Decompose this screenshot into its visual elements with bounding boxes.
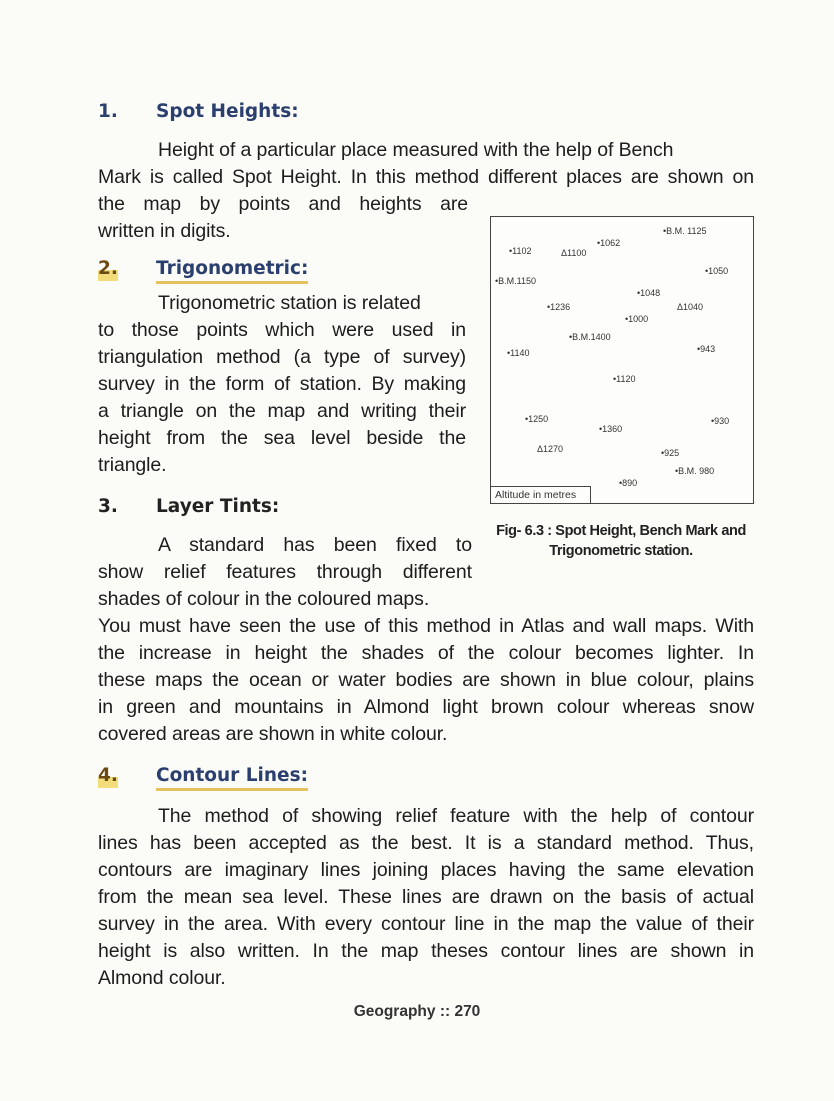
section-1-heading — [98, 100, 398, 126]
section-2-line-5: a triangle on the map and writing their — [98, 400, 466, 422]
section-4-line-6: height is also written. In the map theses contour lines are shown in — [98, 940, 754, 962]
section-3-heading — [98, 495, 398, 521]
figure-legend: Altitude in metres — [491, 486, 591, 503]
section-2-line-1: Trigonometric station is related — [158, 292, 421, 314]
section-4-line-1: The method of showing relief feature with the help of contour — [158, 805, 754, 827]
section-2-line-6: height from the sea level beside the — [98, 427, 466, 449]
section-1-line-1: Height of a particular place measured with the help of Bench — [158, 139, 674, 161]
section-4-line-7: Almond colour. — [98, 967, 226, 989]
section-4-number: 4. — [98, 765, 118, 786]
spot-height-label: Δ1040 — [677, 302, 704, 312]
spot-height-label: Δ1270 — [537, 444, 564, 454]
section-1-body — [98, 137, 754, 191]
section-3-line-6: these maps the ocean or water bodies are shown in blue colour, plains — [98, 669, 754, 691]
page-footer: Geography :: 270 — [353, 1003, 481, 1020]
spot-height-label: •890 — [619, 478, 638, 488]
section-2-number: 2. — [98, 258, 118, 279]
section-3-body-wide — [98, 613, 754, 748]
section-3-line-8: covered areas are shown in white colour. — [98, 723, 448, 745]
section-2-line-7: triangle. — [98, 454, 167, 476]
section-2-title: Trigonometric: — [156, 257, 308, 284]
spot-height-label: •930 — [711, 416, 730, 426]
section-1-title: Spot Heights: — [156, 101, 299, 122]
section-3-body-narrow — [98, 532, 472, 613]
spot-height-label: •925 — [661, 448, 680, 458]
spot-height-label: •1102 — [509, 246, 532, 256]
section-3-line-5: the increase in height the shades of the colour becomes lighter. In — [98, 642, 754, 664]
section-1-line-4: written in digits. — [98, 220, 231, 242]
spot-height-label: •1062 — [597, 238, 621, 248]
section-4-line-4: from the mean sea level. These lines are drawn on the basis of actual — [98, 886, 754, 908]
section-1-body-narrow — [98, 191, 468, 245]
section-1-line-3: the map by points and heights are — [98, 193, 468, 215]
spot-height-label: •1000 — [625, 314, 649, 324]
figure-canvas — [491, 217, 753, 503]
spot-height-label: •B.M. 1125 — [663, 226, 707, 236]
spot-height-label: •1236 — [547, 302, 571, 312]
spot-height-label: •1120 — [613, 374, 636, 384]
section-3-line-3: shades of colour in the coloured maps. — [98, 588, 430, 610]
spot-height-label: •943 — [697, 344, 716, 354]
section-1-number: 1. — [98, 101, 118, 122]
section-4-heading — [98, 764, 398, 792]
spot-height-label: Δ1100 — [561, 248, 587, 258]
section-4-line-5: survey in the area. With every contour line in the map the value of their — [98, 913, 754, 935]
section-4-line-2: lines has been accepted as the best. It is a standard method. Thus, — [98, 832, 754, 854]
spot-height-label: •1250 — [525, 414, 549, 424]
section-4-line-3: contours are imaginary lines joining places having the same elevation — [98, 859, 754, 881]
figure-caption-line-2: Trigonometric station. — [549, 543, 693, 559]
section-2-line-3: triangulation method (a type of survey) — [98, 346, 466, 368]
section-3-line-2: show relief features through different — [98, 561, 472, 583]
section-3-line-1: A standard has been fixed to — [158, 534, 472, 556]
spot-height-label: •1140 — [507, 348, 530, 358]
spot-height-label: •B.M. 980 — [675, 466, 715, 476]
figure-caption-line-1: Fig- 6.3 : Spot Height, Bench Mark and — [496, 523, 746, 539]
spot-height-label: •1050 — [705, 266, 729, 276]
section-3-line-7: in green and mountains in Almond light brown colour whereas snow — [98, 696, 754, 718]
section-4-title: Contour Lines: — [156, 764, 308, 791]
spot-height-figure — [490, 216, 754, 504]
figure-caption — [490, 521, 752, 561]
section-3-title: Layer Tints: — [156, 496, 280, 517]
section-2-line-4: survey in the form of station. By making — [98, 373, 466, 395]
section-3-number: 3. — [98, 496, 118, 517]
spot-height-label: •B.M.1400 — [569, 332, 611, 342]
spot-height-label: •1360 — [599, 424, 623, 434]
section-1-line-2: Mark is called Spot Height. In this method different places are shown on — [98, 166, 754, 188]
spot-height-label: •B.M.1150 — [495, 276, 537, 286]
section-2-heading — [98, 257, 398, 285]
section-4-body — [98, 803, 754, 992]
section-2-line-2: to those points which were used in — [98, 319, 466, 341]
section-2-body — [98, 290, 466, 479]
section-3-line-4: You must have seen the use of this method in Atlas and wall maps. With — [98, 615, 754, 637]
spot-height-label: •1048 — [637, 288, 661, 298]
